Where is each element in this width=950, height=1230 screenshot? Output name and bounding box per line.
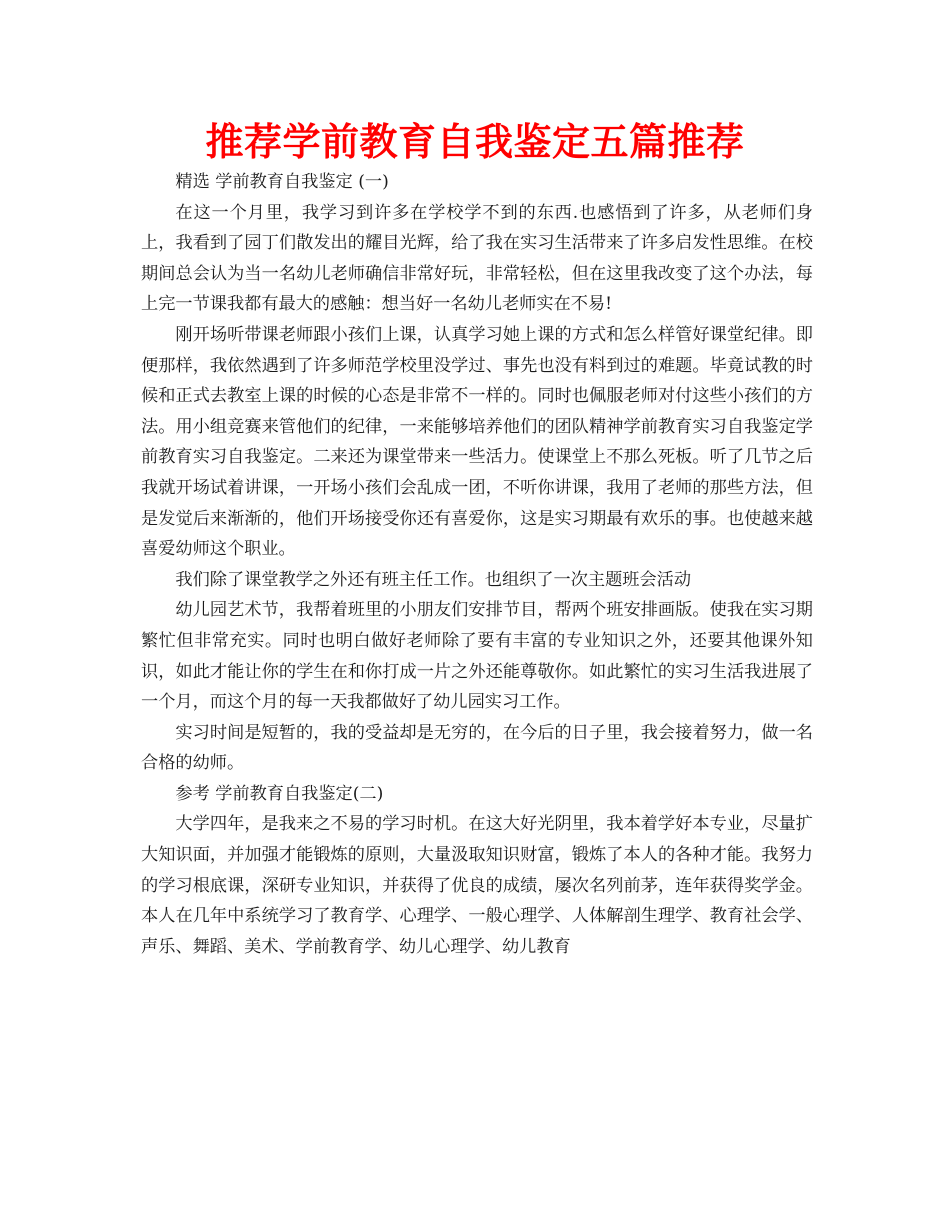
paragraph: 在这一个月里，我学习到许多在学校学不到的东西.也感悟到了许多，从老师们身上，我看到了园丁们散发出的耀目光辉，给了我在实习生活带来了许多启发性思维。在校期间总会认为当一名幼儿老师确信非常好玩，非常轻松，但在这里我改变了这个办法，每上完一节课我都有最大的感触：想当好一名幼儿老师实在不易! <box>141 202 813 315</box>
paragraph: 我们除了课堂教学之外还有班主任工作。也组织了一次主题班会活动 <box>175 569 692 590</box>
document-title: 推荐学前教育自我鉴定五篇推荐 <box>205 120 745 164</box>
paragraph: 实习时间是短暂的，我的受益却是无穷的，在今后的日子里，我会接着努力，做一名合格的幼师。 <box>141 722 813 774</box>
section-heading-1: 精选 学前教育自我鉴定 (一) <box>175 172 389 192</box>
section-heading-2: 参考 学前教育自我鉴定(二) <box>175 783 384 804</box>
paragraph: 大学四年，是我来之不易的学习时机。在这大好光阴里，我本着学好本专业，尽量扩大知识面，并加强才能锻炼的原则，大量汲取知识财富，锻炼了本人的各种才能。我努力的学习根底课，深研专业知识，并获得了优良的成绩，屡次名列前茅，连年获得奖学金。本人在几年中系统学习了教育学、心理学、一般心理学、人体解剖生理学、教育社会学、声乐、舞蹈、美术、学前教育学、幼儿心理学、幼儿教育 <box>141 814 813 957</box>
paragraph: 刚开场听带课老师跟小孩们上课，认真学习她上课的方式和怎么样管好课堂纪律。即便那样，我依然遇到了许多师范学校里没学过、事先也没有料到过的难题。毕竟试教的时候和正式去教室上课的时候的心态是非常不一样的。同时也佩服老师对付这些小孩们的方法。用小组竞赛来管他们的纪律，一来能够培养他们的团队精神学前教育实习自我鉴定学前教育实习自我鉴定。二来还为课堂带来一些活力。使课堂上不那么死板。听了几节之后我就开场试着讲课，一开场小孩们会乱成一团，不听你讲课，我用了老师的那些方法，但是发觉后来渐渐的，他们开场接受你还有喜爱你，这是实习期最有欢乐的事。也使越来越喜爱幼师这个职业。 <box>141 324 813 560</box>
paragraph: 幼儿园艺术节，我帮着班里的小朋友们安排节目，帮两个班安排画版。使我在实习期繁忙但非常充实。同时也明白做好老师除了要有丰富的专业知识之外，还要其他课外知识，如此才能让你的学生在和你打成一片之外还能尊敬你。如此繁忙的实习生活我进展了一个月，而这个月的每一天我都做好了幼儿园实习工作。 <box>141 600 813 713</box>
document-body <box>141 167 813 962</box>
